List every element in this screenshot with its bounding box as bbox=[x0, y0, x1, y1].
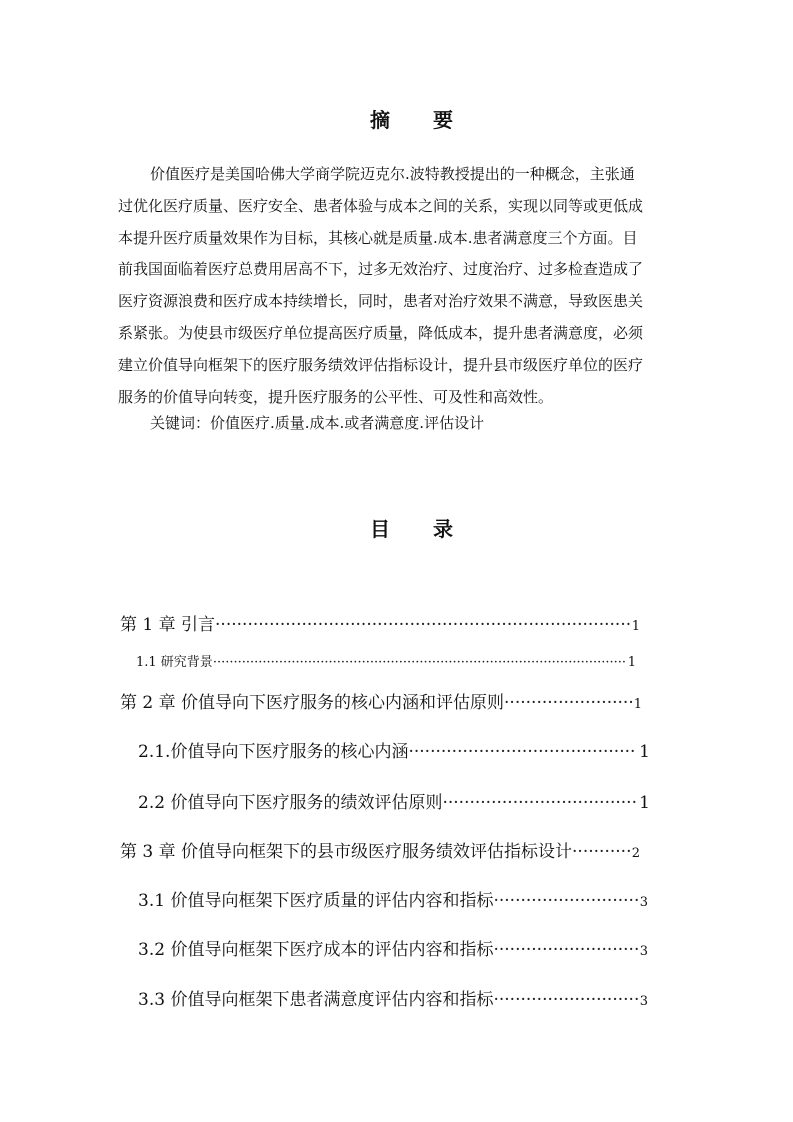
toc-entry-page: 1 bbox=[639, 793, 650, 813]
toc-entry-2-1[interactable] bbox=[138, 737, 650, 762]
toc-leader-dots bbox=[442, 793, 637, 813]
toc-entry-label: 第 1 章 引言 bbox=[120, 615, 216, 635]
toc-entry-label: 1.1 研究背景 bbox=[136, 655, 213, 670]
toc-entry-3-2[interactable] bbox=[138, 935, 648, 960]
toc-entry-label: 第 3 章 价值导向框架下的县市级医疗服务绩效评估指标设计 bbox=[120, 842, 573, 862]
toc-leader-dots bbox=[408, 742, 637, 762]
toc-entry-label: 3.3 价值导向框架下患者满意度评估内容和指标 bbox=[138, 990, 494, 1010]
toc-entry-label: 3.2 价值导向框架下医疗成本的评估内容和指标 bbox=[138, 940, 494, 960]
toc-leader-dots bbox=[572, 842, 630, 862]
abstract-line: 系紧张。为使县市级医疗单位提高医疗质量，降低成本，提升患者满意度，必须 bbox=[118, 323, 644, 342]
toc-entry-3-3[interactable] bbox=[138, 985, 648, 1010]
toc-entry-page: 1 bbox=[627, 655, 636, 670]
toc-leader-dots bbox=[493, 940, 637, 960]
toc-leader-dots bbox=[504, 693, 632, 713]
toc-entry-label: 2.1.价值导向下医疗服务的核心内涵 bbox=[138, 742, 409, 762]
keywords: 关键词：价值医疗.质量.成本.或者满意度.评估设计 bbox=[150, 414, 485, 432]
toc-entry-label: 3.1 价值导向框架下医疗质量的评估内容和指标 bbox=[138, 891, 494, 911]
toc-entry-2-2[interactable] bbox=[138, 788, 650, 813]
abstract-title: 摘 要 bbox=[370, 108, 471, 132]
abstract-line: 前我国面临着医疗总费用居高不下，过多无效治疗、过度治疗、过多检查造成了 bbox=[118, 260, 644, 279]
toc-entry-page: 3 bbox=[639, 944, 648, 959]
abstract-body bbox=[118, 159, 678, 413]
toc-entry-label: 第 2 章 价值导向下医疗服务的核心内涵和评估原则 bbox=[120, 693, 505, 713]
abstract-line: 过优化医疗质量、医疗安全、患者体验与成本之间的关系，实现以同等或更低成 bbox=[118, 196, 644, 215]
toc-leader-dots bbox=[493, 990, 637, 1010]
toc-leader-dots bbox=[493, 891, 637, 911]
abstract-line: 服务的价值导向转变，提升医疗服务的公平性、可及性和高效性。 bbox=[118, 387, 554, 406]
toc-entry-page: 1 bbox=[633, 697, 642, 712]
abstract-line: 本提升医疗质量效果作为目标，其核心就是质量.成本.患者满意度三个方面。目 bbox=[118, 228, 638, 247]
abstract-line: 建立价值导向框架下的医疗服务绩效评估指标设计，提升县市级医疗单位的医疗 bbox=[118, 355, 644, 374]
toc-entry-page: 1 bbox=[639, 742, 650, 762]
abstract-line: 价值医疗是美国哈佛大学商学院迈克尔.波特教授提出的一种概念，主张通 bbox=[150, 165, 635, 183]
toc-entry-ch3[interactable] bbox=[120, 837, 640, 862]
toc-entry-label: 2.2 价值导向下医疗服务的绩效评估原则 bbox=[138, 793, 443, 813]
toc-leader-dots bbox=[215, 615, 630, 635]
toc-entry-page: 3 bbox=[639, 895, 648, 910]
toc-entry-3-1[interactable] bbox=[138, 886, 648, 911]
toc-entry-page: 1 bbox=[631, 619, 640, 634]
toc-entry-1-1[interactable] bbox=[136, 651, 636, 670]
toc-title: 目 录 bbox=[370, 517, 471, 541]
abstract-line: 医疗资源浪费和医疗成本持续增长，同时，患者对治疗效果不满意，导致医患关 bbox=[118, 292, 644, 311]
toc-entry-ch1[interactable] bbox=[120, 610, 640, 635]
toc-entry-page: 3 bbox=[639, 994, 648, 1009]
toc-entry-page: 2 bbox=[631, 846, 640, 861]
toc-leader-dots bbox=[213, 655, 626, 670]
toc-entry-ch2[interactable] bbox=[120, 688, 642, 713]
